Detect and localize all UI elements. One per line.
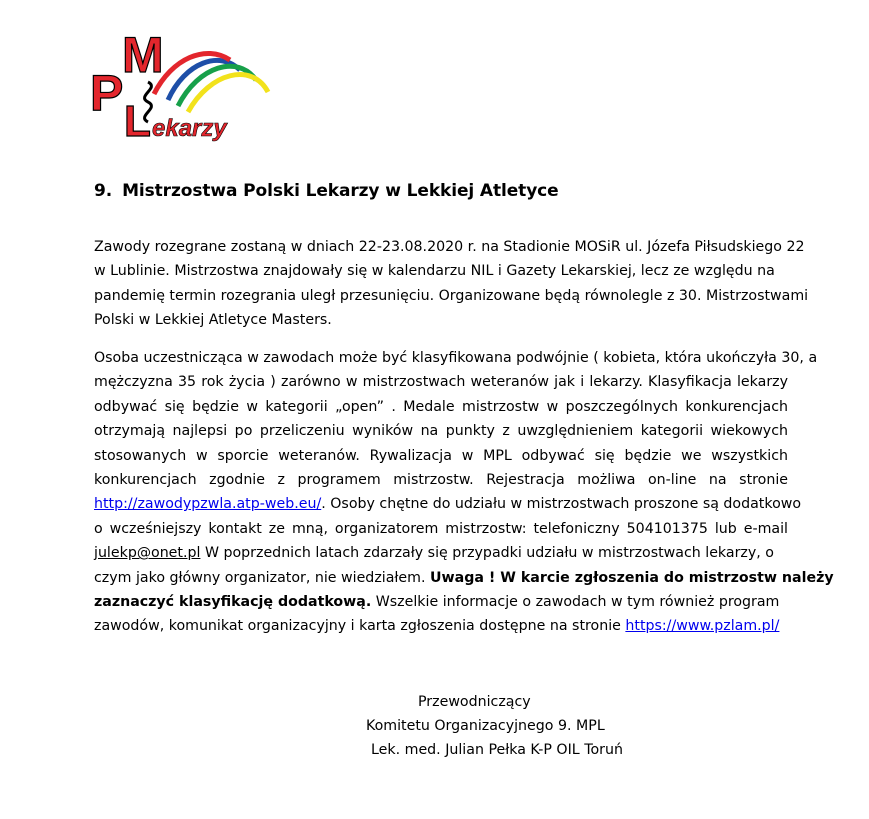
mpl-logo xyxy=(90,22,275,142)
registration-link[interactable]: http://zawodypzwla.atp-web.eu/ xyxy=(94,496,322,513)
logo-letter-m: M xyxy=(122,27,164,83)
title-number: 9. xyxy=(94,181,113,201)
logo-wordmark: ekarzy xyxy=(152,115,227,142)
signature-title: Przewodniczący xyxy=(418,694,531,710)
paragraph-intro xyxy=(94,235,809,333)
paragraph-line: pandemię termin rozegrania uległ przesunięciu. Organizowane będą równolegle z 30. Mistrzostwami xyxy=(94,287,809,304)
notice-bold: Uwaga ! W karcie zgłoszenia do mistrzostw należy xyxy=(430,569,834,586)
paragraph-text: zawodów, komunikat organizacyjny i karta zgłoszenia dostępne na stronie xyxy=(94,618,626,635)
paragraph-text: W poprzednich latach zdarzały się przypadki udziału w mistrzostwach lekarzy, o xyxy=(200,545,774,562)
logo-letter-p: P xyxy=(90,65,124,121)
paragraph-text: . Osoby chętne do udziału w mistrzostwach proszone są dodatkowo xyxy=(321,496,802,513)
signature-name: Lek. med. Julian Pełka K-P OIL Toruń xyxy=(371,742,623,758)
paragraph-line xyxy=(94,541,788,565)
paragraph-line: otrzymają najlepsi po przeliczeniu wyników na punkty z uwzględnieniem kategorii wiekowych xyxy=(94,423,788,440)
paragraph-line: Zawody rozegrane zostaną w dniach 22-23.08.2020 r. na Stadionie MOSiR ul. Józefa Piłsudskiego 22 xyxy=(94,239,805,255)
document-title xyxy=(94,181,559,201)
signature-committee: Komitetu Organizacyjnego 9. MPL xyxy=(366,718,605,734)
paragraph-line xyxy=(94,566,834,590)
paragraph-line: o wcześniejszy kontakt ze mną, organizatorem mistrzostw: telefoniczny 504101375 lub e-mail xyxy=(94,520,788,537)
paragraph-line: konkurencjach zgodnie z programem mistrzostw. Rejestracja możliwa on-line na stronie xyxy=(94,471,788,488)
paragraph-line: Polski w Lekkiej Atletyce Masters. xyxy=(94,312,332,329)
paragraph-text: Wszelkie informacje o zawodach w tym również program xyxy=(371,593,780,610)
pzlam-link[interactable]: https://www.pzlam.pl/ xyxy=(625,618,780,635)
paragraph-line: stosowanych w sporcie weteranów. Rywalizacja w MPL odbywać się będzie we wszystkich xyxy=(94,447,788,464)
paragraph-text: czym jako główny organizator, nie wiedziałem. xyxy=(94,569,430,586)
email-link[interactable]: julekp@onet.pl xyxy=(94,545,201,562)
notice-bold: zaznaczyć klasyfikację dodatkową. xyxy=(94,593,372,610)
paragraph-line: Osoba uczestnicząca w zawodach może być klasyfikowana podwójnie ( kobieta, która ukończyła 30, a xyxy=(94,350,818,366)
logo-letter-l: L xyxy=(124,97,151,142)
paragraph-line: mężczyzna 35 rok życia ) zarówno w mistrzostwach weteranów jak i lekarzy. Klasyfikacja lekarzy xyxy=(94,374,788,391)
title-text: Mistrzostwa Polski Lekarzy w Lekkiej Atletyce xyxy=(122,181,559,201)
paragraph-line: odbywać się będzie w kategorii „open” . Medale mistrzostw w poszczególnych konkurencjach xyxy=(94,398,788,415)
paragraph-line xyxy=(94,614,788,638)
paragraph-line xyxy=(94,492,802,516)
paragraph-details xyxy=(94,346,834,639)
paragraph-line: w Lublinie. Mistrzostwa znajdowały się w kalendarzu NIL i Gazety Lekarskiej, lecz ze względu na xyxy=(94,263,775,280)
paragraph-line xyxy=(94,590,788,614)
